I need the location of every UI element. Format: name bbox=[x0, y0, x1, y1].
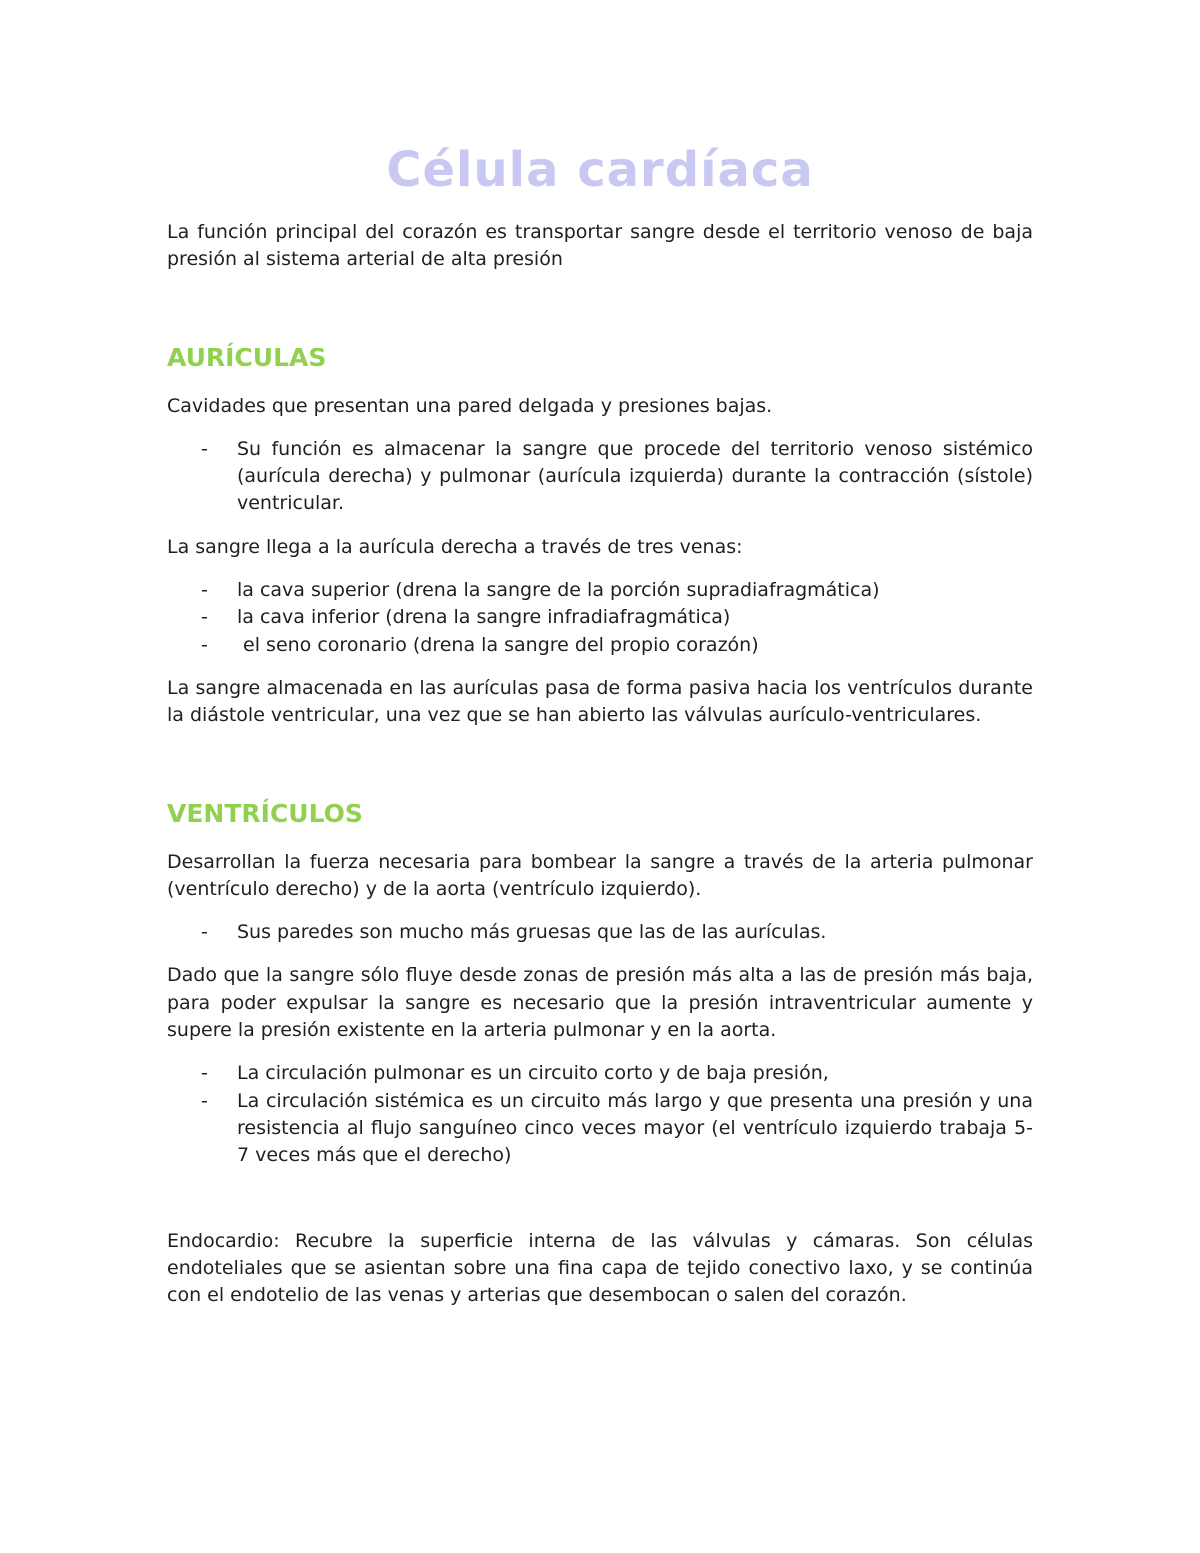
auriculas-paragraph-2: La sangre llega a la aurícula derecha a través de tres venas: bbox=[167, 535, 743, 558]
list-item bbox=[167, 436, 1033, 518]
list-item-text: Sus paredes son mucho más gruesas que las de las aurículas. bbox=[237, 921, 827, 944]
dash-bullet: - bbox=[201, 921, 208, 944]
list-item bbox=[167, 604, 1033, 631]
document-body bbox=[167, 140, 1033, 1309]
auriculas-list-1 bbox=[167, 436, 1033, 518]
list-item-text: la cava superior (drena la sangre de la porción supradiafragmática) bbox=[237, 579, 880, 602]
ventriculos-paragraph-1: Desarrollan la fuerza necesaria para bombear la sangre a través de la arteria pulmonar (ventrículo derecho) y de la aorta (ventrículo izquierdo). bbox=[167, 850, 1033, 900]
section-heading-ventriculos: VENTRÍCULOS bbox=[167, 798, 363, 828]
page-title: Célula cardíaca bbox=[386, 142, 814, 198]
dash-bullet: - bbox=[201, 633, 208, 656]
list-item-text: La circulación pulmonar es un circuito corto y de baja presión, bbox=[237, 1062, 829, 1085]
list-item bbox=[167, 1088, 1033, 1170]
auriculas-paragraph-1: Cavidades que presentan una pared delgada y presiones bajas. bbox=[167, 394, 773, 417]
dash-bullet: - bbox=[201, 606, 208, 629]
list-item bbox=[167, 632, 1033, 659]
ventriculos-list-1 bbox=[167, 919, 1033, 946]
dash-bullet: - bbox=[201, 1062, 208, 1085]
auriculas-list-2 bbox=[167, 577, 1033, 659]
section-heading-auriculas: AURÍCULAS bbox=[167, 342, 327, 372]
auriculas-paragraph-3: La sangre almacenada en las aurículas pasa de forma pasiva hacia los ventrículos durante la diástole ventricular, una vez que se han abierto las válvulas aurículo-ventriculares. bbox=[167, 676, 1033, 727]
list-item bbox=[167, 1060, 1033, 1087]
endocardio-paragraph: Endocardio: Recubre la superficie interna de las válvulas y cámaras. Son células endoteliales que se asientan sobre una fina capa de tejido conectivo laxo, y se continúa con el endotelio de las venas y arterias que desembocan o salen del corazón. bbox=[167, 1229, 1033, 1307]
ventriculos-paragraph-2: Dado que la sangre sólo fluye desde zonas de presión más alta a las de presión más baja, para poder expulsar la sangre es necesario que la presión intraventricular aumente y supere la presión existente en la arteria pulmonar y en la aorta. bbox=[167, 964, 1033, 1042]
dash-bullet: - bbox=[201, 579, 208, 602]
dash-bullet: - bbox=[201, 1089, 208, 1112]
list-item bbox=[167, 919, 1033, 946]
intro-paragraph: La función principal del corazón es transportar sangre desde el territorio venoso de baja presión al sistema arterial de alta presión bbox=[167, 221, 1033, 271]
list-item-text: Su función es almacenar la sangre que procede del territorio venoso sistémico (aurícula derecha) y pulmonar (aurícula izquierda) durante la contracción (sístole) ventricular. bbox=[237, 437, 1033, 515]
list-item-text: La circulación sistémica es un circuito más largo y que presenta una presión y una resistencia al flujo sanguíneo cinco veces mayor (el ventrículo izquierdo trabaja 5-7 veces más que el derecho) bbox=[237, 1089, 1033, 1167]
list-item bbox=[167, 577, 1033, 604]
dash-bullet: - bbox=[201, 437, 208, 460]
list-item-text: la cava inferior (drena la sangre infradiafragmática) bbox=[237, 606, 731, 629]
list-item-text: el seno coronario (drena la sangre del propio corazón) bbox=[237, 633, 759, 656]
ventriculos-list-2 bbox=[167, 1060, 1033, 1169]
